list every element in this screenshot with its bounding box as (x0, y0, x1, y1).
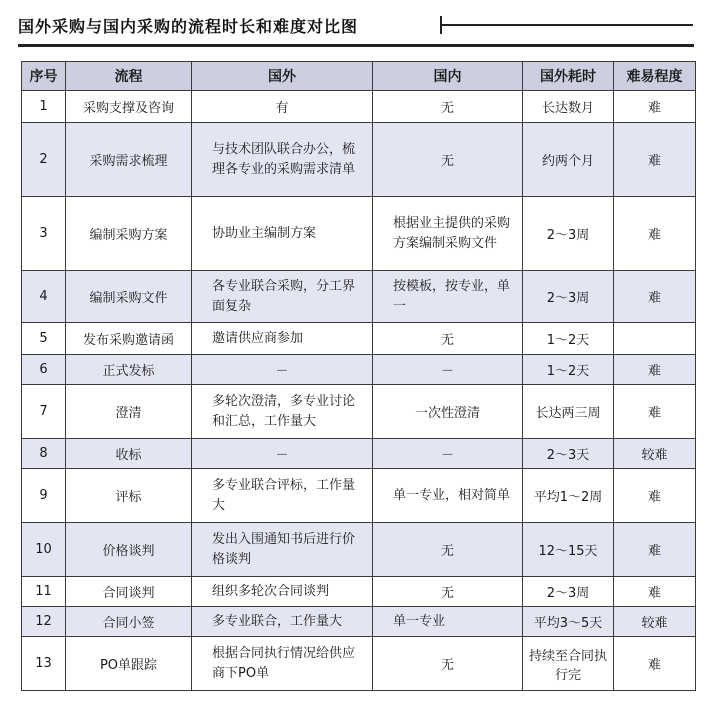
cell-process: 澄清 (66, 385, 192, 439)
cell-process: 收标 (66, 439, 192, 469)
page-title: 国外采购与国内采购的流程时长和难度对比图 (18, 17, 359, 36)
cell-foreign (192, 523, 373, 577)
cell-time: 长达两三周 (523, 385, 614, 439)
cell-no: 6 (22, 355, 66, 385)
cell-foreign (192, 197, 373, 271)
cell-no: 9 (22, 469, 66, 523)
cell-domestic: 一次性澄清 (373, 385, 523, 439)
cell-foreign (192, 385, 373, 439)
cell-difficulty: 难 (614, 469, 696, 523)
table-row (22, 271, 696, 323)
cell-difficulty: 难 (614, 91, 696, 123)
cell-foreign-text: 邀请供应商参加 (212, 330, 304, 346)
cell-foreign-text: 组织多轮次合同谈判 (212, 583, 330, 599)
cell-no: 3 (22, 197, 66, 271)
cell-process: 正式发标 (66, 355, 192, 385)
cell-process: 评标 (66, 469, 192, 523)
table-row (22, 637, 696, 691)
cell-difficulty: 较难 (614, 607, 696, 637)
table-row (22, 323, 696, 355)
cell-foreign (192, 123, 373, 197)
cell-domestic-text: 按模板，按专业，单一 (393, 278, 511, 314)
table-row (22, 607, 696, 637)
cell-foreign (192, 469, 373, 523)
table-row (22, 385, 696, 439)
cell-process: 采购需求梳理 (66, 123, 192, 197)
cell-no: 5 (22, 323, 66, 355)
cell-foreign (192, 271, 373, 323)
header-process: 流程 (66, 62, 192, 91)
cell-process: 发布采购邀请函 (66, 323, 192, 355)
cell-no: 8 (22, 439, 66, 469)
cell-foreign (192, 323, 373, 355)
cell-foreign (192, 577, 373, 607)
cell-foreign-text: 多专业联合评标，工作量大 (212, 477, 356, 513)
cell-domestic: 无 (373, 523, 523, 577)
cell-difficulty: 难 (614, 123, 696, 197)
cell-time: 长达数月 (523, 91, 614, 123)
table-row (22, 197, 696, 271)
table-row (22, 439, 696, 469)
cell-foreign-text: 多轮次澄清，多专业讨论和汇总，工作量大 (212, 393, 356, 429)
cell-difficulty: 难 (614, 577, 696, 607)
cell-foreign (192, 637, 373, 691)
cell-time: 2～3周 (523, 197, 614, 271)
cell-domestic-text: 单一专业，相对简单 (393, 487, 511, 503)
cell-domestic (373, 271, 523, 323)
cell-domestic: 无 (373, 577, 523, 607)
cell-no: 4 (22, 271, 66, 323)
cell-foreign: 有 (192, 91, 373, 123)
cell-time: 1～2天 (523, 355, 614, 385)
cell-foreign: － (192, 439, 373, 469)
cell-domestic: － (373, 355, 523, 385)
cell-time: 平均3～5天 (523, 607, 614, 637)
cell-process: PO单跟踪 (66, 637, 192, 691)
cell-domestic: 无 (373, 323, 523, 355)
table-row (22, 577, 696, 607)
cell-foreign: － (192, 355, 373, 385)
cell-difficulty: 难 (614, 637, 696, 691)
cell-no: 12 (22, 607, 66, 637)
cell-no: 13 (22, 637, 66, 691)
cell-time: 12～15天 (523, 523, 614, 577)
cell-no: 2 (22, 123, 66, 197)
cell-foreign-text: 多专业联合，工作量大 (212, 613, 343, 629)
cell-time: 2～3周 (523, 577, 614, 607)
cell-domestic: 无 (373, 637, 523, 691)
cell-foreign-text: 根据合同执行情况给供应商下PO单 (212, 645, 356, 681)
header-rule (18, 44, 694, 47)
table-row (22, 469, 696, 523)
cell-difficulty: 难 (614, 523, 696, 577)
cell-process: 编制采购文件 (66, 271, 192, 323)
cell-process: 采购支撑及咨询 (66, 91, 192, 123)
header-domestic: 国内 (373, 62, 523, 91)
cell-domestic-text: 单一专业 (393, 613, 446, 629)
cell-no: 7 (22, 385, 66, 439)
cell-no: 10 (22, 523, 66, 577)
cell-difficulty: 难 (614, 271, 696, 323)
cell-difficulty: 难 (614, 385, 696, 439)
cell-difficulty: 较难 (614, 439, 696, 469)
cell-domestic (373, 197, 523, 271)
cell-foreign-text: 各专业联合采购，分工界面复杂 (212, 278, 356, 314)
cell-process: 合同谈判 (66, 577, 192, 607)
cell-difficulty (614, 323, 696, 355)
table-row (22, 355, 696, 385)
cell-foreign-text: 协助业主编制方案 (212, 225, 317, 241)
cell-process: 合同小签 (66, 607, 192, 637)
title-rule (441, 24, 693, 26)
table-row (22, 523, 696, 577)
header-foreign: 国外 (192, 62, 373, 91)
cell-no: 11 (22, 577, 66, 607)
cell-time: 持续至合同执行完 (523, 637, 614, 691)
cell-difficulty: 难 (614, 197, 696, 271)
cell-process: 价格谈判 (66, 523, 192, 577)
cell-foreign (192, 607, 373, 637)
comparison-table (21, 61, 696, 691)
cell-time: 2～3天 (523, 439, 614, 469)
table-header-row (22, 62, 696, 91)
table-row (22, 123, 696, 197)
cell-no: 1 (22, 91, 66, 123)
cell-domestic-text: 根据业主提供的采购方案编制采购文件 (393, 215, 511, 251)
cell-domestic: 无 (373, 123, 523, 197)
cell-time: 1～2天 (523, 323, 614, 355)
header-no: 序号 (22, 62, 66, 91)
cell-difficulty: 难 (614, 355, 696, 385)
table-row (22, 91, 696, 123)
header-foreign-time: 国外耗时 (523, 62, 614, 91)
cell-domestic (373, 607, 523, 637)
cell-domestic (373, 469, 523, 523)
header-difficulty: 难易程度 (614, 62, 696, 91)
cell-time: 约两个月 (523, 123, 614, 197)
cell-domestic: － (373, 439, 523, 469)
cell-time: 2～3周 (523, 271, 614, 323)
cell-foreign-text: 与技术团队联合办公，梳理各专业的采购需求清单 (212, 141, 356, 177)
cell-process: 编制采购方案 (66, 197, 192, 271)
cell-foreign-text: 发出入围通知书后进行价格谈判 (212, 531, 356, 567)
page-header (0, 0, 716, 50)
cell-time: 平均1～2周 (523, 469, 614, 523)
cell-domestic: 无 (373, 91, 523, 123)
